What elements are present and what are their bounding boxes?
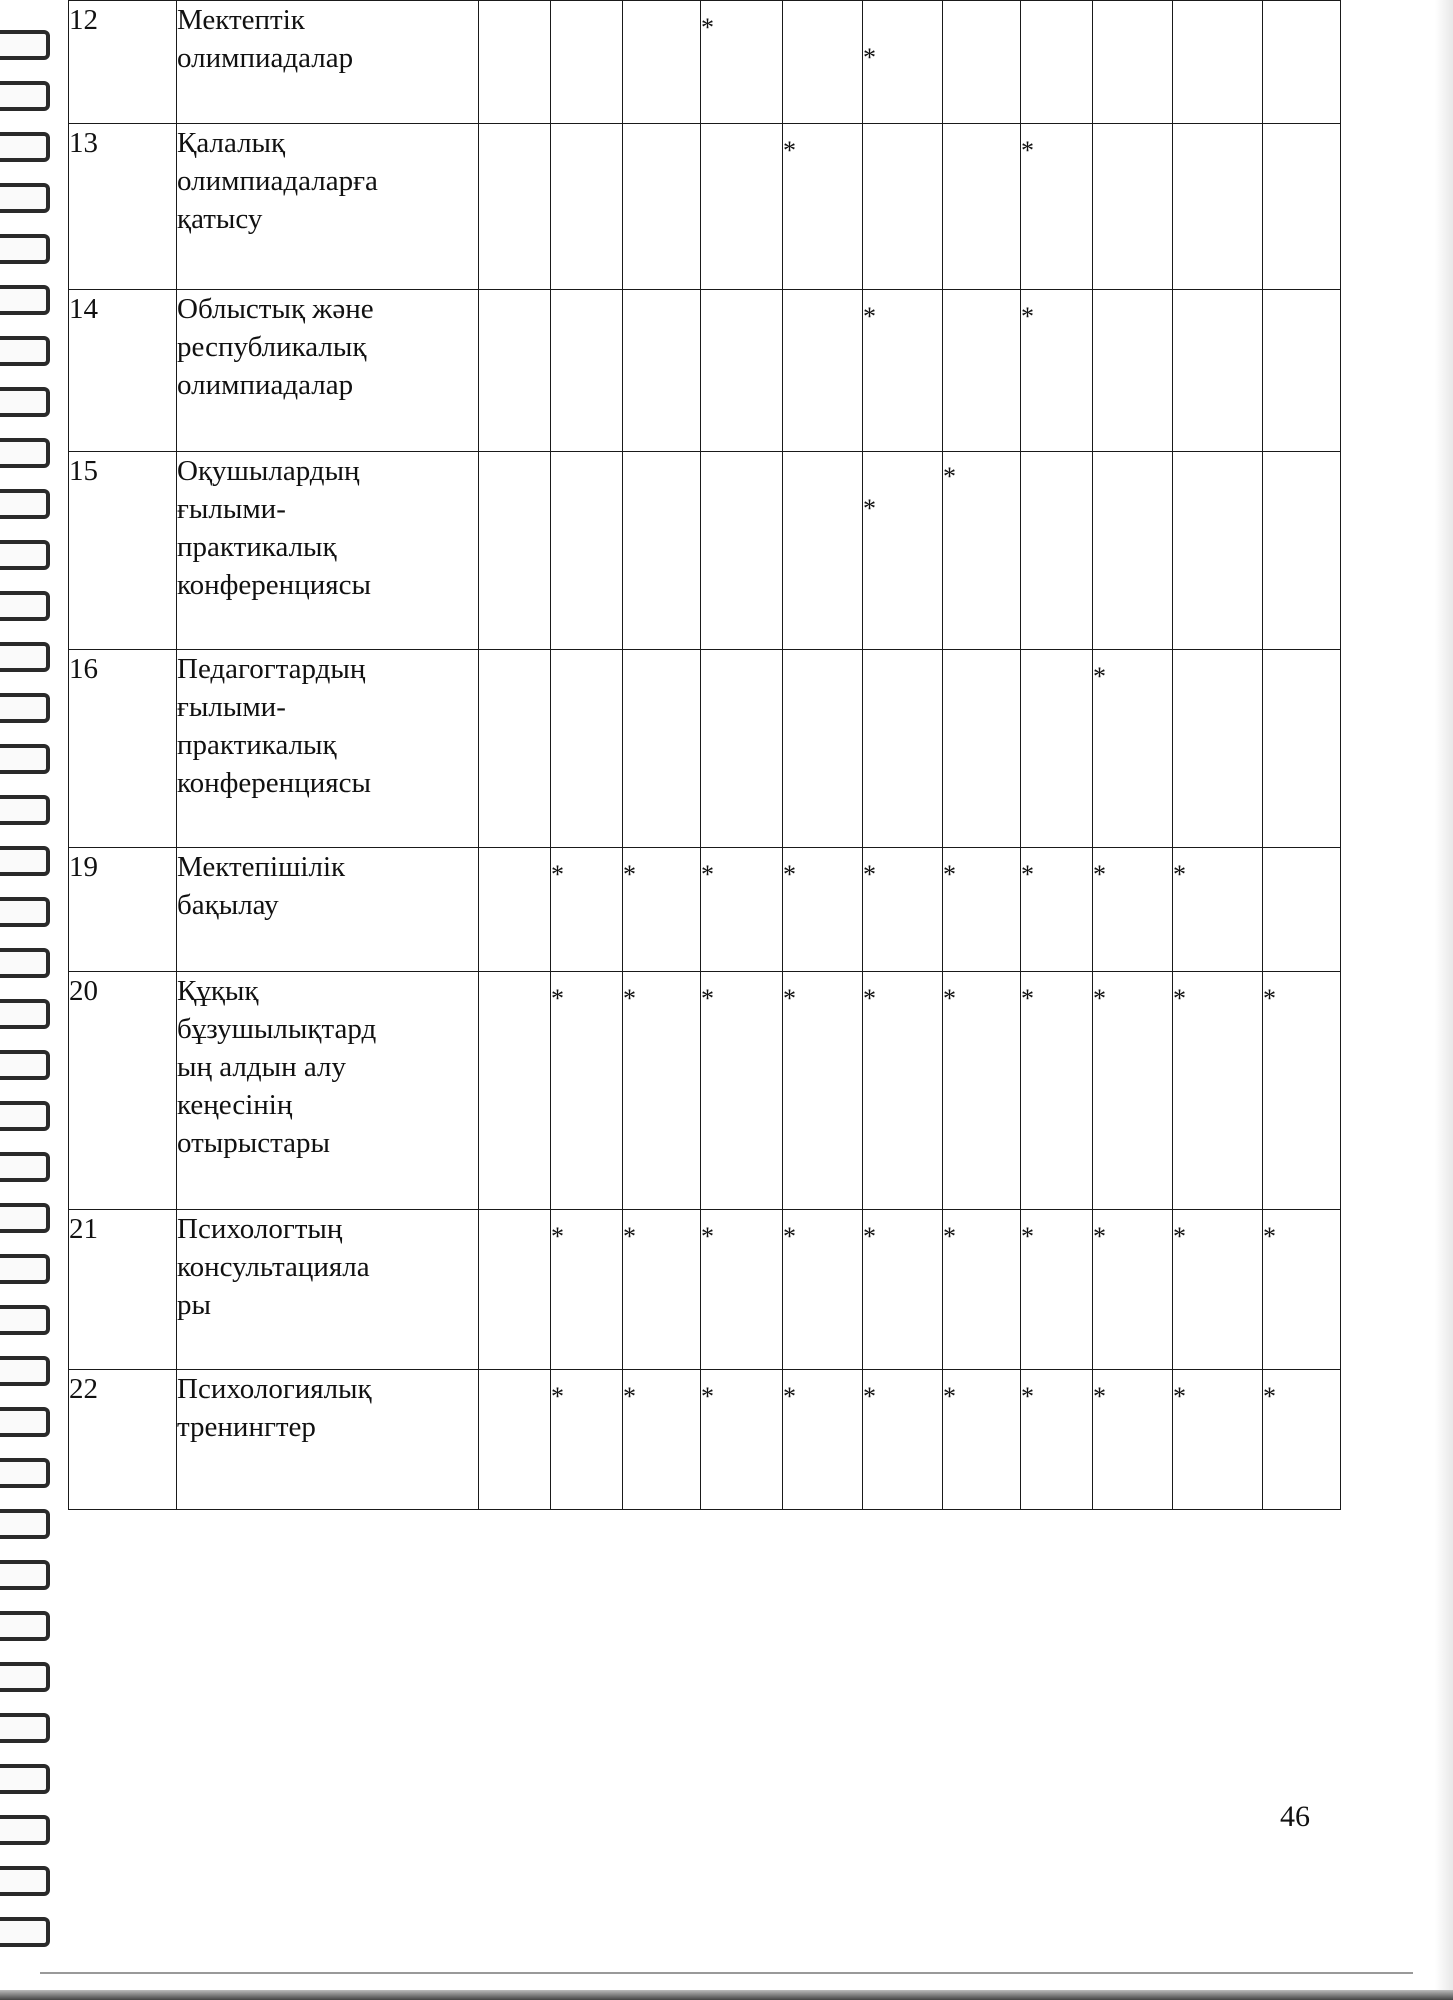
mark-asterisk: *	[943, 1382, 956, 1411]
month-cell	[1263, 1, 1341, 124]
row-number: 14	[69, 290, 177, 452]
month-cell	[1173, 848, 1263, 972]
month-cell	[551, 1370, 623, 1510]
month-cell	[1263, 290, 1341, 452]
month-cell	[943, 290, 1021, 452]
activity-name-line: ғылыми-	[177, 493, 286, 525]
month-cell	[783, 290, 863, 452]
month-cell	[623, 848, 701, 972]
month-cell	[479, 1, 551, 124]
month-cell	[623, 650, 701, 848]
month-cell	[479, 1370, 551, 1510]
activity-name-line: конференциясы	[177, 569, 371, 601]
activity-name-line: Облыстық және	[177, 293, 374, 325]
binding-ring	[0, 438, 50, 468]
mark-asterisk: *	[1173, 1382, 1186, 1411]
activity-name-line: ғылыми-	[177, 691, 286, 723]
month-cell	[1021, 650, 1093, 848]
page-stack-lines	[40, 1960, 1413, 1974]
month-cell	[783, 124, 863, 290]
month-cell	[479, 650, 551, 848]
month-cell	[1021, 848, 1093, 972]
activity-name	[177, 972, 479, 1210]
activity-name-line: ры	[177, 1289, 211, 1321]
page-number: 46	[1280, 1800, 1310, 1833]
binding-ring	[0, 1305, 50, 1335]
mark-asterisk: *	[943, 984, 956, 1013]
mark-asterisk: *	[783, 136, 796, 165]
activity-name-line: бақылау	[177, 889, 279, 921]
binding-ring	[0, 1662, 50, 1692]
activity-name-line: тренингтер	[177, 1411, 316, 1443]
activity-name	[177, 1, 479, 124]
activity-name-line: практикалық	[177, 531, 337, 563]
activity-name-line: Құқық	[177, 975, 259, 1007]
mark-asterisk: *	[1021, 1382, 1034, 1411]
activity-name-line: Психологтың	[177, 1213, 343, 1245]
month-cell	[551, 124, 623, 290]
table-row	[69, 1210, 1341, 1370]
spiral-binding	[0, 0, 62, 2000]
activity-name-line: Қалалық	[177, 127, 286, 159]
binding-ring	[0, 1458, 50, 1488]
month-cell	[1093, 452, 1173, 650]
activity-name	[177, 848, 479, 972]
mark-asterisk: *	[1093, 1382, 1106, 1411]
mark-asterisk: *	[943, 1222, 956, 1251]
month-cell	[479, 972, 551, 1210]
activity-name-line: олимпиадалар	[177, 42, 354, 74]
mark-asterisk: *	[1263, 1382, 1276, 1411]
activity-name-line: практикалық	[177, 729, 337, 761]
month-cell	[623, 1370, 701, 1510]
binding-ring	[0, 387, 50, 417]
row-number: 22	[69, 1370, 177, 1510]
month-cell	[1263, 972, 1341, 1210]
month-cell	[783, 972, 863, 1210]
month-cell	[551, 1, 623, 124]
month-cell	[623, 972, 701, 1210]
month-cell	[783, 1370, 863, 1510]
month-cell	[1093, 972, 1173, 1210]
month-cell	[1021, 452, 1093, 650]
month-cell	[1263, 650, 1341, 848]
month-cell	[1173, 124, 1263, 290]
month-cell	[1093, 290, 1173, 452]
month-cell	[1263, 124, 1341, 290]
binding-ring	[0, 1560, 50, 1590]
month-cell	[943, 452, 1021, 650]
activity-name	[177, 290, 479, 452]
binding-ring	[0, 591, 50, 621]
mark-asterisk: *	[1021, 302, 1034, 331]
mark-asterisk: *	[1093, 662, 1106, 691]
row-number: 13	[69, 124, 177, 290]
month-cell	[1173, 290, 1263, 452]
activity-name-line: Психологиялық	[177, 1373, 372, 1405]
month-cell	[863, 452, 943, 650]
month-cell	[479, 848, 551, 972]
binding-ring	[0, 1203, 50, 1233]
mark-asterisk: *	[783, 860, 796, 889]
activity-name-line: Оқушылардың	[177, 455, 360, 487]
mark-asterisk: *	[701, 13, 714, 42]
table-body	[69, 1, 1341, 1510]
month-cell	[943, 124, 1021, 290]
binding-ring	[0, 81, 50, 111]
month-cell	[1173, 452, 1263, 650]
mark-asterisk: *	[863, 494, 876, 523]
activity-name-line: отырыстары	[177, 1127, 331, 1159]
activity-name	[177, 1210, 479, 1370]
mark-asterisk: *	[623, 1382, 636, 1411]
binding-ring	[0, 846, 50, 876]
row-number: 21	[69, 1210, 177, 1370]
month-cell	[551, 972, 623, 1210]
month-cell	[783, 1210, 863, 1370]
month-cell	[551, 1210, 623, 1370]
mark-asterisk: *	[1093, 860, 1106, 889]
month-cell	[1021, 124, 1093, 290]
month-cell	[479, 1210, 551, 1370]
month-cell	[943, 650, 1021, 848]
month-cell	[783, 650, 863, 848]
month-cell	[701, 1370, 783, 1510]
mark-asterisk: *	[863, 43, 876, 72]
month-cell	[783, 1, 863, 124]
binding-ring	[0, 1509, 50, 1539]
activity-name-line: конференциясы	[177, 767, 371, 799]
mark-asterisk: *	[1021, 984, 1034, 1013]
binding-ring	[0, 132, 50, 162]
mark-asterisk: *	[783, 1222, 796, 1251]
mark-asterisk: *	[623, 1222, 636, 1251]
row-number: 20	[69, 972, 177, 1210]
mark-asterisk: *	[701, 860, 714, 889]
mark-asterisk: *	[863, 860, 876, 889]
mark-asterisk: *	[1021, 136, 1034, 165]
month-cell	[863, 290, 943, 452]
binding-ring	[0, 234, 50, 264]
month-cell	[701, 452, 783, 650]
month-cell	[943, 1370, 1021, 1510]
mark-asterisk: *	[551, 1222, 564, 1251]
month-cell	[623, 290, 701, 452]
table-row	[69, 452, 1341, 650]
binding-ring	[0, 744, 50, 774]
binding-ring	[0, 1866, 50, 1896]
month-cell	[701, 848, 783, 972]
activity-schedule-table	[68, 0, 1341, 1510]
table-row	[69, 124, 1341, 290]
mark-asterisk: *	[863, 1382, 876, 1411]
month-cell	[701, 1, 783, 124]
binding-ring	[0, 1611, 50, 1641]
binding-ring	[0, 795, 50, 825]
binding-ring	[0, 1254, 50, 1284]
mark-asterisk: *	[943, 462, 956, 491]
month-cell	[863, 1, 943, 124]
mark-asterisk: *	[1021, 860, 1034, 889]
month-cell	[863, 124, 943, 290]
activity-name	[177, 650, 479, 848]
month-cell	[701, 124, 783, 290]
binding-ring	[0, 30, 50, 60]
binding-ring	[0, 1152, 50, 1182]
month-cell	[623, 124, 701, 290]
month-cell	[479, 452, 551, 650]
month-cell	[943, 848, 1021, 972]
binding-ring	[0, 642, 50, 672]
binding-ring	[0, 1050, 50, 1080]
month-cell	[701, 290, 783, 452]
binding-ring	[0, 1356, 50, 1386]
mark-asterisk: *	[943, 860, 956, 889]
mark-asterisk: *	[783, 1382, 796, 1411]
activity-name-line: бұзушылықтард	[177, 1013, 377, 1045]
month-cell	[1173, 1, 1263, 124]
row-number: 12	[69, 1, 177, 124]
table-row	[69, 650, 1341, 848]
month-cell	[551, 650, 623, 848]
activity-name-line: кеңесінің	[177, 1089, 293, 1121]
month-cell	[943, 972, 1021, 1210]
month-cell	[1263, 452, 1341, 650]
month-cell	[1263, 848, 1341, 972]
month-cell	[479, 290, 551, 452]
table-row	[69, 290, 1341, 452]
mark-asterisk: *	[1173, 860, 1186, 889]
binding-ring	[0, 285, 50, 315]
binding-ring	[0, 183, 50, 213]
mark-asterisk: *	[1173, 984, 1186, 1013]
activity-name-line: қатысу	[177, 203, 263, 235]
month-cell	[863, 1210, 943, 1370]
mark-asterisk: *	[1173, 1222, 1186, 1251]
activity-name-line: Мектепішілік	[177, 851, 346, 883]
month-cell	[1173, 1210, 1263, 1370]
month-cell	[701, 650, 783, 848]
activity-name	[177, 124, 479, 290]
binding-ring	[0, 948, 50, 978]
month-cell	[1021, 972, 1093, 1210]
month-cell	[1021, 290, 1093, 452]
table-row	[69, 1, 1341, 124]
month-cell	[551, 848, 623, 972]
mark-asterisk: *	[701, 984, 714, 1013]
mark-asterisk: *	[1093, 984, 1106, 1013]
month-cell	[623, 1, 701, 124]
mark-asterisk: *	[551, 1382, 564, 1411]
binding-ring	[0, 1815, 50, 1845]
activity-name-line: консультацияла	[177, 1251, 370, 1283]
activity-name-line: олимпиадалар	[177, 369, 354, 401]
binding-ring	[0, 336, 50, 366]
activity-name	[177, 1370, 479, 1510]
mark-asterisk: *	[1263, 984, 1276, 1013]
mark-asterisk: *	[863, 1222, 876, 1251]
month-cell	[863, 972, 943, 1210]
mark-asterisk: *	[783, 984, 796, 1013]
month-cell	[551, 452, 623, 650]
binding-ring	[0, 1101, 50, 1131]
activity-name-line: Мектептік	[177, 4, 305, 36]
month-cell	[1093, 124, 1173, 290]
month-cell	[479, 124, 551, 290]
activity-name-line: республикалық	[177, 331, 367, 363]
row-number: 19	[69, 848, 177, 972]
month-cell	[1173, 650, 1263, 848]
mark-asterisk: *	[623, 984, 636, 1013]
mark-asterisk: *	[1263, 1222, 1276, 1251]
binding-ring	[0, 693, 50, 723]
month-cell	[783, 452, 863, 650]
month-cell	[1173, 1370, 1263, 1510]
month-cell	[1263, 1210, 1341, 1370]
binding-ring	[0, 1407, 50, 1437]
mark-asterisk: *	[551, 860, 564, 889]
month-cell	[783, 848, 863, 972]
binding-ring	[0, 999, 50, 1029]
month-cell	[863, 650, 943, 848]
mark-asterisk: *	[623, 860, 636, 889]
month-cell	[1093, 1, 1173, 124]
mark-asterisk: *	[863, 984, 876, 1013]
table-row	[69, 972, 1341, 1210]
mark-asterisk: *	[701, 1222, 714, 1251]
row-number: 15	[69, 452, 177, 650]
month-cell	[701, 1210, 783, 1370]
month-cell	[1021, 1, 1093, 124]
month-cell	[701, 972, 783, 1210]
page-edge	[1435, 0, 1453, 2000]
scan-shadow	[0, 1990, 1453, 2000]
month-cell	[1093, 1210, 1173, 1370]
activity-name	[177, 452, 479, 650]
binding-ring	[0, 1764, 50, 1794]
month-cell	[1263, 1370, 1341, 1510]
month-cell	[1093, 650, 1173, 848]
month-cell	[551, 290, 623, 452]
activity-name-line: Педагогтардың	[177, 653, 366, 685]
month-cell	[623, 452, 701, 650]
month-cell	[1173, 972, 1263, 1210]
mark-asterisk: *	[863, 302, 876, 331]
month-cell	[943, 1, 1021, 124]
month-cell	[863, 1370, 943, 1510]
binding-ring	[0, 1917, 50, 1947]
binding-ring	[0, 489, 50, 519]
mark-asterisk: *	[1021, 1222, 1034, 1251]
month-cell	[1093, 1370, 1173, 1510]
month-cell	[943, 1210, 1021, 1370]
mark-asterisk: *	[1093, 1222, 1106, 1251]
mark-asterisk: *	[701, 1382, 714, 1411]
binding-ring	[0, 897, 50, 927]
activity-name-line: олимпиадаларға	[177, 165, 378, 197]
month-cell	[623, 1210, 701, 1370]
table-row	[69, 1370, 1341, 1510]
mark-asterisk: *	[551, 984, 564, 1013]
month-cell	[1021, 1210, 1093, 1370]
binding-ring	[0, 1713, 50, 1743]
binding-ring	[0, 540, 50, 570]
activity-name-line: ың алдын алу	[177, 1051, 346, 1083]
row-number: 16	[69, 650, 177, 848]
month-cell	[1093, 848, 1173, 972]
table-row	[69, 848, 1341, 972]
month-cell	[1021, 1370, 1093, 1510]
month-cell	[863, 848, 943, 972]
